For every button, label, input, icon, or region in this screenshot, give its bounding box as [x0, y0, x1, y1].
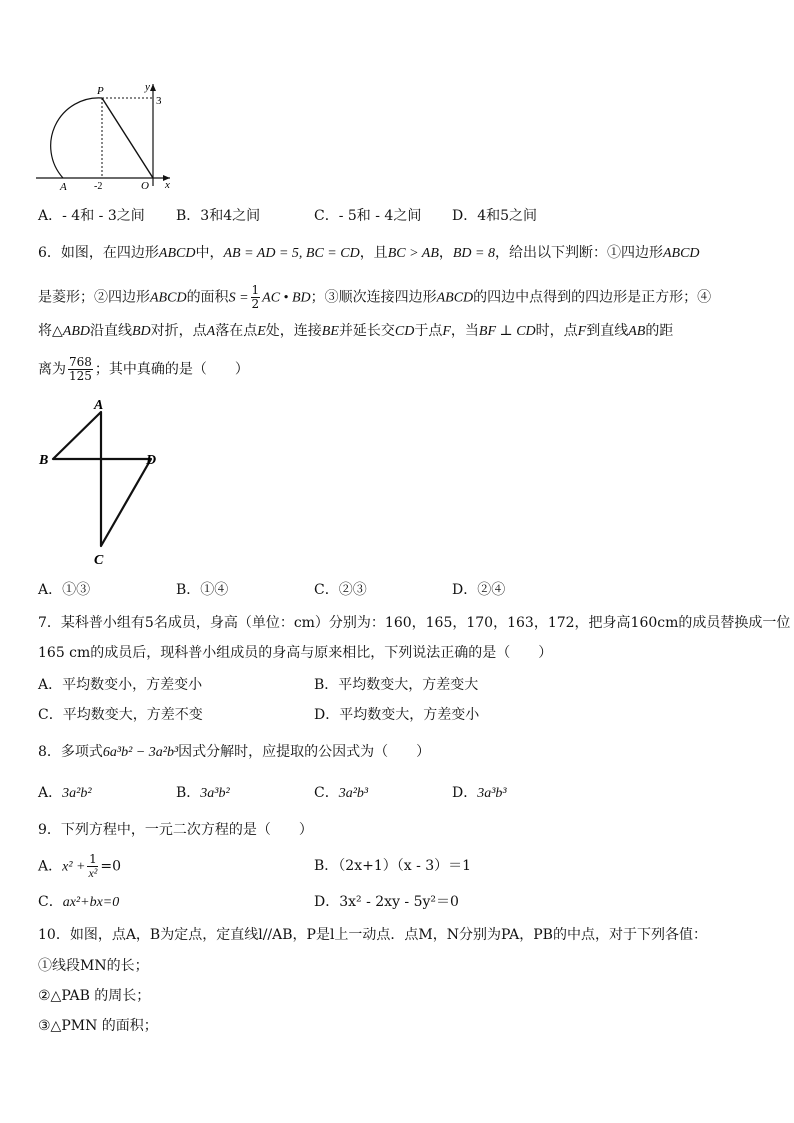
- fraction-denominator: x²: [88, 866, 98, 880]
- q6-option-d: D．②④: [452, 582, 506, 598]
- label-d: D: [146, 453, 157, 468]
- q6-math: AC • BD: [262, 290, 311, 306]
- q6-text: 的四边中点得到的四边形是正方形；④: [473, 289, 712, 306]
- q6-text: 将△: [38, 323, 63, 339]
- q6-math: BC > AB: [387, 246, 439, 261]
- q7-line-1: 7．某科普小组有5名成员，身高（单位：cm）分别为：160，165，170，163，172，把身高160cm的成员替换成一位: [38, 615, 791, 631]
- option-expression: 3a²b²: [62, 786, 92, 801]
- q6-math: A: [206, 324, 216, 339]
- option-expression: ax²+bx=0: [62, 895, 120, 910]
- q9-option-a: [38, 853, 121, 880]
- q6-text: 的面积: [186, 289, 229, 306]
- q6-text: ，给出以下判断：①四边形: [494, 245, 663, 261]
- q6-math: ABCD: [436, 290, 474, 306]
- q6-math: ABD: [62, 324, 90, 339]
- option-expression: 3a²b³: [338, 786, 369, 801]
- q6-text: 离为: [38, 361, 66, 378]
- label-3: 3: [156, 95, 162, 107]
- label-a: A: [94, 398, 104, 413]
- q6-text: 6．如图，在四边形: [38, 245, 159, 261]
- q10-stem: 10．如图，点A，B为定点，定直线l//AB，P是l上一动点．点M，N分别为PA，PB的中点，对于下列各值：: [38, 927, 707, 943]
- q6-text: 的距: [645, 323, 674, 339]
- q9-fraction: [87, 853, 98, 880]
- option-label: C．: [314, 785, 339, 801]
- q6-text: 落在点: [215, 323, 258, 339]
- q6-fraction-distance: [68, 356, 93, 383]
- q9-option-c: [38, 893, 119, 912]
- q6-option-c: C．②③: [314, 582, 367, 598]
- label-p: P: [97, 85, 104, 97]
- q8-stem: [38, 743, 430, 762]
- label-x: x: [165, 179, 170, 191]
- q10-item-2: ②△PAB 的周长；: [38, 988, 151, 1004]
- coordinate-figure: [30, 78, 190, 193]
- q6-math: ABCD: [150, 290, 187, 306]
- q6-math: BF ⊥ CD: [478, 324, 536, 339]
- fraction-numerator: 768: [69, 355, 92, 369]
- q6-math: S =: [228, 290, 249, 306]
- q6-text: 到直线: [586, 323, 629, 339]
- arc-ap: [51, 98, 102, 178]
- q7-line-2: 165 cm的成员后，现科普小组成员的身高与原来相比，下列说法正确的是（ ）: [38, 645, 553, 661]
- q8-text: 8．多项式: [38, 744, 103, 760]
- q6-math: F: [577, 324, 587, 339]
- q6-math: E: [257, 324, 266, 339]
- q7-option-c: C．平均数变大，方差不变: [38, 707, 203, 723]
- q6-math: F: [442, 324, 451, 339]
- q6-text: 是菱形；②四边形: [38, 289, 150, 306]
- q8-text: 因式分解时，应提取的公因式为（ ）: [178, 744, 431, 760]
- q6-option-b: B．①④: [176, 582, 229, 598]
- kite-figure: [34, 396, 174, 568]
- label-neg2: -2: [94, 181, 103, 192]
- q9-option-d: D．3x² - 2xy - 5y²＝0: [314, 894, 459, 910]
- label-o: O: [141, 180, 149, 192]
- q5-option-b: B．3和4之间: [176, 208, 261, 224]
- label-c: C: [94, 553, 104, 568]
- q6-text: ，当: [450, 323, 479, 339]
- option-expression: 3a³b²: [200, 786, 230, 801]
- q7-option-d: D．平均数变大，方差变小: [314, 707, 480, 723]
- label-y: y: [145, 81, 150, 93]
- q6-math: CD: [394, 324, 415, 339]
- q6-text: 对折，点: [150, 323, 207, 339]
- segment-po: [102, 98, 153, 178]
- q9-stem: 9．下列方程中，一元二次方程的是（ ）: [38, 822, 313, 838]
- q6-text: 时，点: [535, 323, 578, 339]
- q6-fraction-half: [251, 284, 261, 311]
- q8-expression: 6a³b² − 3a²b³: [102, 745, 179, 760]
- q6-math: ABCD: [662, 246, 700, 261]
- q5-option-d: D．4和5之间: [452, 208, 538, 224]
- fraction-denominator: 125: [69, 369, 92, 383]
- option-expression: =0: [100, 858, 122, 875]
- label-a: A: [60, 181, 67, 193]
- q6-math: BE: [321, 324, 339, 339]
- fraction-denominator: 2: [251, 297, 260, 311]
- q6-text: 并延长交: [338, 323, 395, 339]
- q7-option-b: B．平均数变大，方差变大: [314, 677, 479, 693]
- q7-option-a: A．平均数变小，方差变小: [38, 677, 203, 693]
- option-label: C．: [38, 894, 63, 910]
- q6-text: 沿直线: [90, 323, 132, 339]
- q6-text: 处，连接: [265, 323, 322, 339]
- q6-line-2: [38, 284, 711, 311]
- q8-option-d: [452, 784, 507, 803]
- q8-option-b: [176, 784, 230, 803]
- label-b: B: [39, 453, 49, 468]
- fraction-numerator: 1: [251, 283, 260, 297]
- q10-item-3: ③△PMN 的面积；: [38, 1018, 158, 1034]
- y-axis-arrow: [150, 84, 156, 91]
- q6-line-1: [38, 244, 700, 263]
- q6-option-a: A．①③: [38, 582, 91, 598]
- fraction-numerator: 1: [89, 852, 97, 866]
- option-label: D．: [452, 785, 478, 801]
- q6-math: BD: [132, 324, 151, 339]
- q6-math: AB = AD = 5, BC = CD: [223, 246, 360, 261]
- q9-option-b: B．（2x+1）（x - 3）＝1: [314, 858, 472, 874]
- q10-item-1: ①线段MN的长；: [38, 958, 149, 974]
- q6-math: AB: [628, 324, 646, 339]
- kite-outline: [53, 412, 151, 546]
- option-label: B．: [176, 785, 201, 801]
- q6-text: 中，: [195, 245, 224, 261]
- option-expression: 3a³b³: [477, 786, 507, 801]
- q6-math: BD = 8: [452, 246, 495, 261]
- q6-text: 于点: [414, 323, 443, 339]
- q6-line-4: [38, 356, 249, 383]
- option-label: A．: [38, 785, 63, 801]
- q5-option-c: C．- 5和 - 4之间: [314, 208, 422, 224]
- option-expression: x² +: [62, 859, 86, 875]
- q6-text: ；③顺次连接四边形: [310, 289, 437, 306]
- q6-text: ；其中真确的是（ ）: [94, 361, 249, 378]
- q8-option-a: [38, 784, 92, 803]
- q5-option-a: A．- 4和 - 3之间: [38, 208, 145, 224]
- option-label: A．: [38, 858, 63, 875]
- q8-option-c: [314, 784, 368, 803]
- q6-text: ，且: [359, 245, 388, 261]
- q6-math: ABCD: [158, 246, 196, 261]
- q6-text: ，: [438, 245, 453, 261]
- q6-line-3: [38, 322, 673, 341]
